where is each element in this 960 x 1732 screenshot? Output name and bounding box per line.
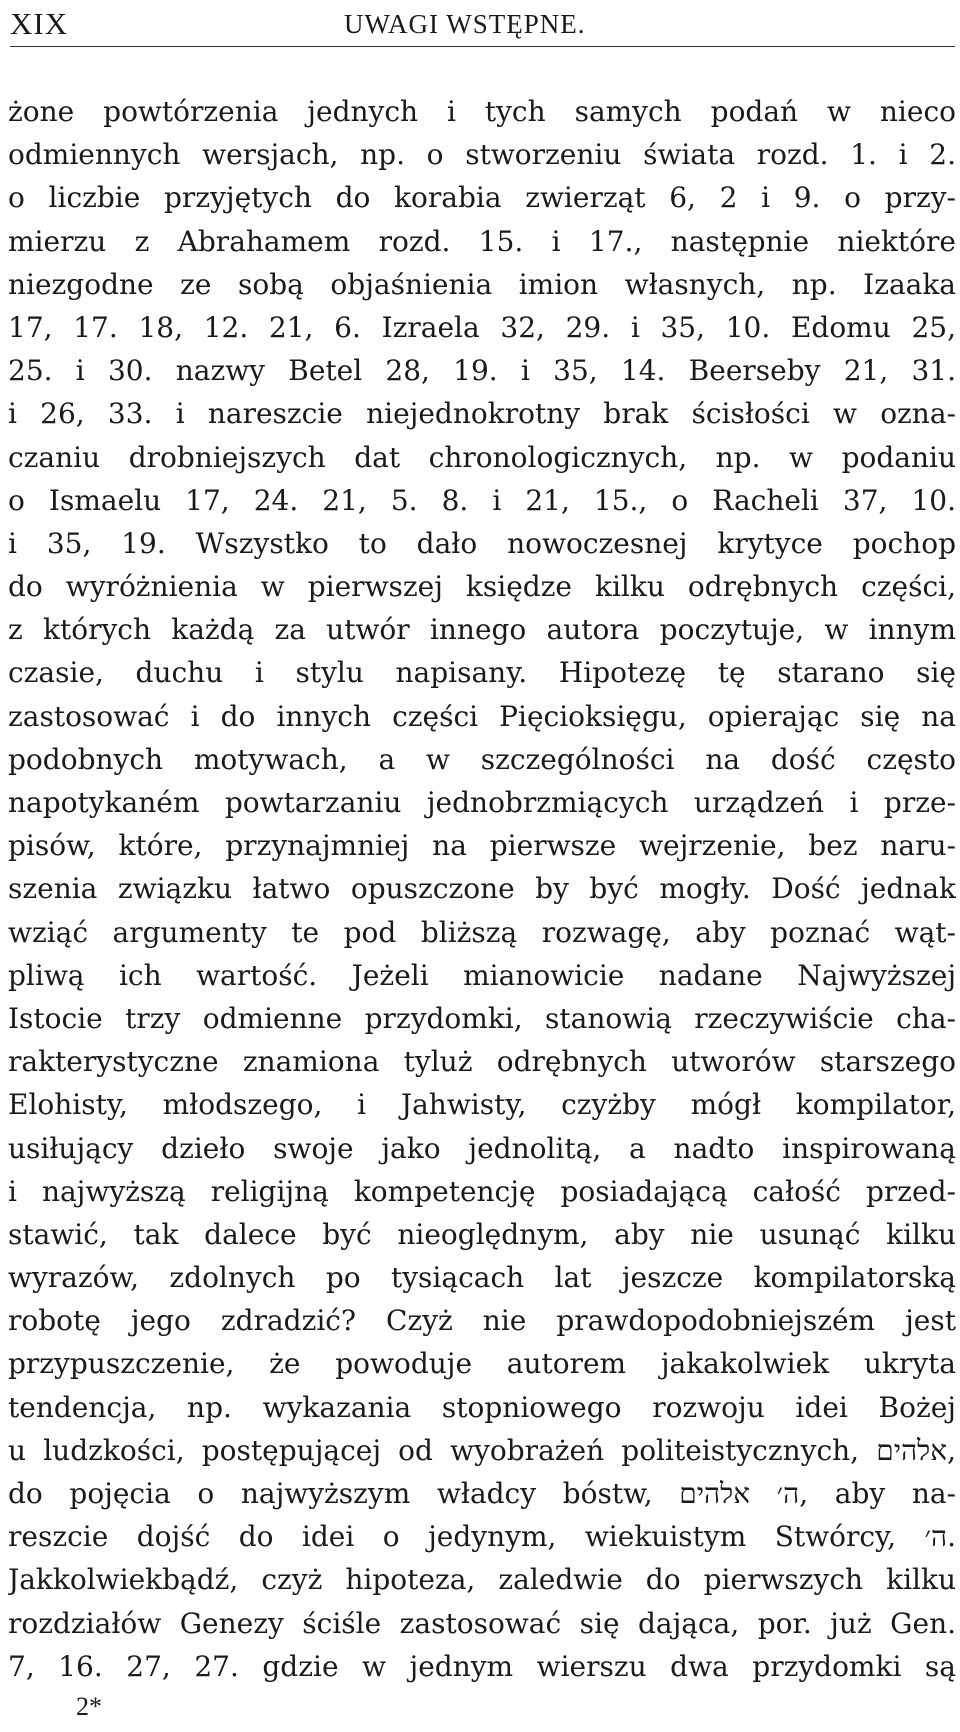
text-line: 25. i 30. nazwy Betel 28, 19. i 35, 14. Beerseby 21, 31. <box>8 354 956 388</box>
text-line: żone powtórzenia jednych i tych samych podań w nieco <box>8 95 956 128</box>
text-line: Istocie trzy odmienne przydomki, stanowią rzeczywiście cha- <box>8 1001 956 1035</box>
text-line: 17, 17. 18, 12. 21, 6. Izraela 32, 29. i 35, 10. Edomu 25, <box>8 310 956 344</box>
text-line: szenia związku łatwo opuszczone by być mogły. Dość jednak <box>8 872 956 906</box>
text-line: usiłujący dzieło swoje jako jednolitą, a nadto inspirowaną <box>8 1131 956 1165</box>
text-line: robotę jego zdradzić? Czyż nie prawdopodobniejszém jest <box>8 1304 956 1338</box>
text-line: o Ismaelu 17, 24. 21, 5. 8. i 21, 15., o Racheli 37, 10. <box>8 483 956 517</box>
text-line: z których każdą za utwór innego autora poczytuje, w innym <box>8 613 956 647</box>
text-line: tendencja, np. wykazania stopniowego rozwoju idei Bożej <box>8 1390 956 1424</box>
text-line: rozdziałów Genezy ściśle zastosować się dająca, por. już Gen. <box>8 1606 956 1640</box>
text-line: czaniu drobniejszych dat chronologicznych, np. w podaniu <box>8 440 956 474</box>
signature-mark: 2* <box>76 1692 102 1721</box>
text-line: napotykaném powtarzaniu jednobrzmiących urządzeń i prze- <box>8 786 956 819</box>
text-line: rakterystyczne znamiona tyluż odrębnych utworów starszego <box>8 1045 956 1079</box>
text-line: do wyróżnienia w pierwszej księdze kilku odrębnych części, <box>8 570 956 604</box>
text-line: niezgodne ze sobą objaśnienia imion własnych, np. Izaaka <box>8 267 956 301</box>
text-line: Jakkolwiekbądź, czyż hipoteza, zaledwie do pierwszych kilku <box>8 1563 956 1597</box>
text-line: czasie, duchu i stylu napisany. Hipotezę tę starano się <box>8 656 956 690</box>
text-line: wziąć argumenty te pod bliższą rozwagę, aby poznać wąt- <box>8 915 956 949</box>
text-line: zastosować i do innych części Pięcioksięgu, opierając się na <box>8 699 956 733</box>
text-line: stawić, tak dalece być nieoględnym, aby nie usunąć kilku <box>8 1217 956 1251</box>
running-head <box>10 6 955 47</box>
text-line: odmiennych wersjach, np. o stworzeniu świata rozd. 1. i 2. <box>8 138 956 172</box>
text-line: Elohisty, młodszego, i Jahwisty, czyżby mógł kompilator, <box>8 1088 956 1122</box>
text-line: podobnych motywach, a w szczególności na dość często <box>8 742 956 776</box>
text-line: o liczbie przyjętych do korabia zwierząt 6, 2 i 9. o przy- <box>8 181 956 215</box>
text-line: pisów, które, przynajmniej na pierwsze wejrzenie, bez naru- <box>8 829 956 863</box>
running-title: UWAGI WSTĘPNE. <box>344 9 586 39</box>
text-line: 7, 16. 27, 27. gdzie w jednym wierszu dwa przydomki są <box>8 1649 956 1683</box>
text-line: przypuszczenie, że powoduje autorem jakakolwiek ukryta <box>8 1347 956 1381</box>
page-number: XIX <box>10 6 69 41</box>
text-line: do pojęcia o najwyższym władcy bóstw, ה׳ אלהים, aby na- <box>8 1477 956 1510</box>
text-line: i 26, 33. i nareszcie niejednokrotny brak ścisłości w ozna- <box>8 397 956 431</box>
text-line: i 35, 19. Wszystko to dało nowoczesnej krytyce pochop <box>8 526 956 560</box>
text-line: i najwyższą religijną kompetencję posiadającą całość przed- <box>8 1174 956 1208</box>
text-line: mierzu z Abrahamem rozd. 15. i 17., następnie niektóre <box>8 224 956 258</box>
text-line: u ludzkości, postępującej od wyobrażeń politeistycznych, אלהים, <box>8 1433 956 1467</box>
body-text <box>8 90 956 1688</box>
text-line: pliwą ich wartość. Jeżeli mianowicie nadane Najwyższej <box>8 958 956 992</box>
text-line: wyrazów, zdolnych po tysiącach lat jeszcze kompilatorską <box>8 1261 956 1295</box>
text-line: reszcie dojść do idei o jedynym, wiekuistym Stwórcy, ה׳. <box>8 1520 956 1554</box>
